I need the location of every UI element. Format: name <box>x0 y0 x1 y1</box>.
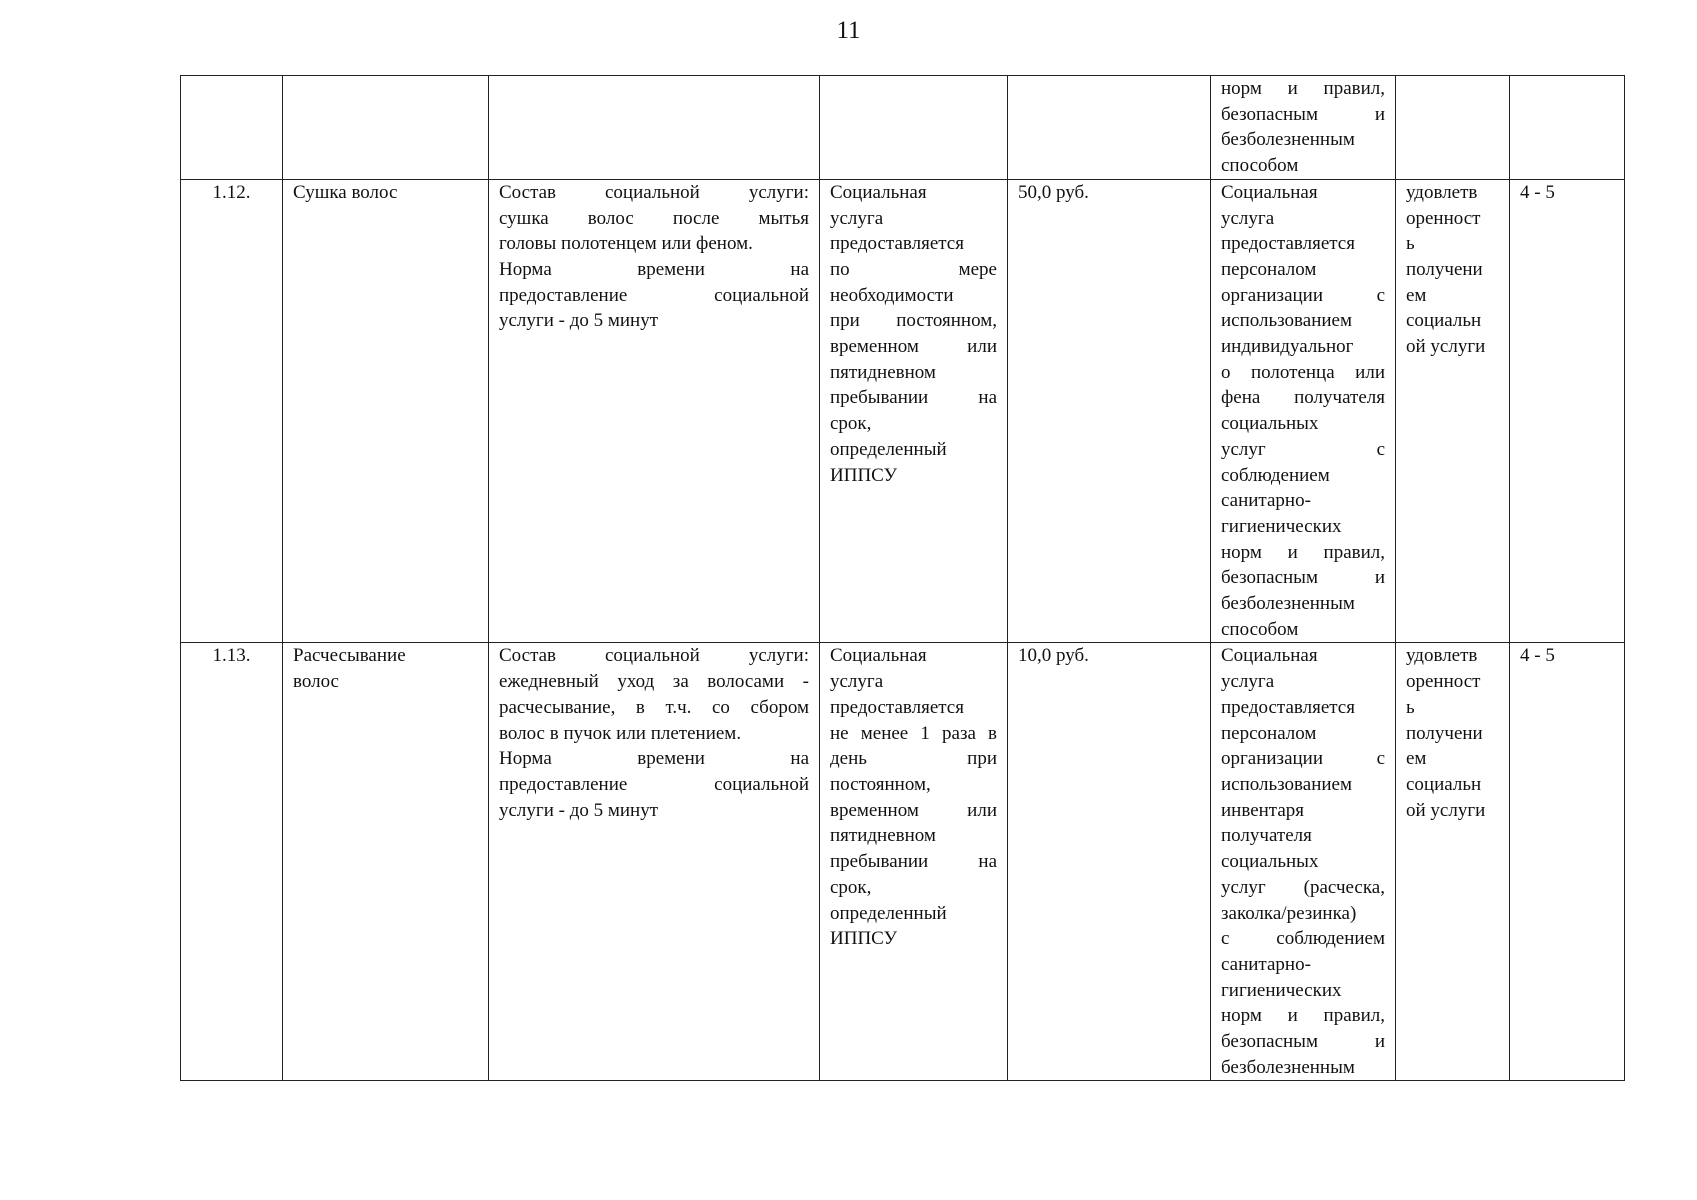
cell-text-line: по мере <box>830 258 997 280</box>
cell-text-line: удовлетв <box>1406 181 1478 203</box>
cell-text-line: заколка/резинка) <box>1221 902 1357 924</box>
cell-text-line: предоставление социальной <box>499 284 809 306</box>
cell-text-line: социальных <box>1221 413 1319 435</box>
cell-grade <box>1510 179 1625 643</box>
cell-text-line: срок, <box>830 413 872 435</box>
cell-text-line: пятидневном <box>830 825 936 847</box>
cell-text-line: гигиенических <box>1221 515 1342 537</box>
cell-text-line: Социальная <box>830 645 927 667</box>
cell-number <box>181 76 283 180</box>
cell-text-line: с соблюдением <box>1221 928 1385 950</box>
cell-text-line: 4 - 5 <box>1520 645 1555 667</box>
cell-text-line: социальн <box>1406 310 1482 332</box>
cell-grade <box>1510 76 1625 180</box>
cell-text-line: временном или <box>830 336 997 358</box>
cell-procedure <box>1211 643 1396 1081</box>
table-row <box>181 76 1625 180</box>
cell-text-line: гигиенических <box>1221 979 1342 1001</box>
cell-text-line: ь <box>1406 696 1415 718</box>
cell-text-line: социальных <box>1221 851 1319 873</box>
cell-text-line: срок, <box>830 876 872 898</box>
cell-text-line: 1.12. <box>212 181 251 203</box>
cell-text-line: сушка волос после мытья <box>499 207 809 229</box>
cell-text-line: постоянном, <box>830 773 931 795</box>
cell-text-line: услуги - до 5 минут <box>499 310 659 332</box>
cell-text-line: волос <box>293 671 339 693</box>
cell-text-line: санитарно- <box>1221 490 1311 512</box>
cell-text-line: предоставляется <box>830 696 964 718</box>
cell-text-line: оренност <box>1406 207 1481 229</box>
cell-text-line: организации с <box>1221 748 1385 770</box>
cell-text-line: безболезненным <box>1221 129 1355 151</box>
cell-text-line: норм и правил, <box>1221 78 1385 99</box>
services-table-body <box>181 76 1625 1081</box>
cell-text-line: Сушка волос <box>293 181 398 203</box>
cell-text-line: услуги - до 5 минут <box>499 799 659 821</box>
cell-text-line: пребывании на <box>830 851 997 873</box>
cell-text-line: расчесывание, в т.ч. со сбором <box>499 696 809 718</box>
cell-conditions <box>820 179 1008 643</box>
cell-text-line: персоналом <box>1221 722 1317 744</box>
table-row <box>181 643 1625 1081</box>
cell-text-line: норм и правил, <box>1221 1005 1385 1027</box>
cell-text-line: 50,0 руб. <box>1018 181 1089 203</box>
cell-text-line: инвентаря <box>1221 799 1305 821</box>
cell-text-line: ИППСУ <box>830 464 898 486</box>
table-row <box>181 179 1625 643</box>
cell-text-line: Социальная <box>830 181 927 203</box>
cell-text-line: ь <box>1406 233 1415 255</box>
cell-service-content <box>489 643 820 1081</box>
cell-result <box>1396 643 1510 1081</box>
cell-text-line: пятидневном <box>830 361 936 383</box>
cell-conditions <box>820 76 1008 180</box>
cell-conditions <box>820 643 1008 1081</box>
cell-text-line: определенный <box>830 438 947 460</box>
cell-text-line: 4 - 5 <box>1520 181 1555 203</box>
cell-text-line: безболезненным <box>1221 1056 1355 1078</box>
cell-text-line: способом <box>1221 618 1299 640</box>
cell-text-line: услуг (расческа, <box>1221 876 1385 898</box>
cell-text-line: волос в пучок или плетением. <box>499 722 742 744</box>
cell-text-line: ем <box>1406 748 1427 770</box>
cell-procedure <box>1211 179 1396 643</box>
cell-text-line: о полотенца или <box>1221 361 1385 383</box>
cell-text-line: Расчесывание <box>293 645 406 667</box>
cell-text-line: при постоянном, <box>830 310 997 332</box>
cell-price <box>1008 179 1211 643</box>
cell-service-name <box>283 179 489 643</box>
cell-text-line: использованием <box>1221 310 1353 332</box>
cell-text-line: безболезненным <box>1221 593 1355 615</box>
cell-text-line: день при <box>830 748 997 770</box>
cell-text-line: услуга <box>830 671 884 693</box>
cell-text-line: ежедневный уход за волосами - <box>499 671 809 693</box>
cell-text-line: Социальная <box>1221 645 1318 667</box>
cell-result <box>1396 76 1510 180</box>
cell-text-line: оренност <box>1406 671 1481 693</box>
cell-text-line: использованием <box>1221 773 1353 795</box>
cell-text-line: предоставляется <box>1221 233 1355 255</box>
cell-number <box>181 643 283 1081</box>
cell-text-line: Состав социальной услуги: <box>499 181 809 203</box>
cell-text-line: услуга <box>1221 207 1275 229</box>
cell-text-line: не менее 1 раза в <box>830 722 997 744</box>
cell-text-line: ой услуги <box>1406 799 1486 821</box>
cell-grade <box>1510 643 1625 1081</box>
cell-price <box>1008 76 1211 180</box>
cell-text-line: временном или <box>830 799 997 821</box>
cell-text-line: услуга <box>830 207 884 229</box>
cell-number <box>181 179 283 643</box>
services-table <box>180 75 1625 1081</box>
cell-text-line: безопасным и <box>1221 567 1385 589</box>
cell-text-line: санитарно- <box>1221 953 1311 975</box>
cell-text-line: норм и правил, <box>1221 541 1385 563</box>
cell-text-line: получени <box>1406 258 1483 280</box>
cell-text-line: удовлетв <box>1406 645 1478 667</box>
cell-text-line: 1.13. <box>212 645 251 667</box>
cell-text-line: Социальная <box>1221 181 1318 203</box>
cell-text-line: способом <box>1221 155 1299 177</box>
cell-result <box>1396 179 1510 643</box>
cell-text-line: услуг с <box>1221 438 1385 460</box>
cell-text-line: услуга <box>1221 671 1275 693</box>
cell-service-content <box>489 179 820 643</box>
cell-text-line: персоналом <box>1221 258 1317 280</box>
cell-text-line: безопасным и <box>1221 1031 1385 1053</box>
cell-text-line: пребывании на <box>830 387 997 409</box>
cell-text-line: Норма времени на <box>499 748 809 770</box>
cell-text-line: индивидуальног <box>1221 336 1354 358</box>
cell-text-line: получени <box>1406 722 1483 744</box>
cell-text-line: соблюдением <box>1221 464 1330 486</box>
cell-service-name <box>283 76 489 180</box>
page-number: 11 <box>836 17 861 44</box>
cell-text-line: Норма времени на <box>499 258 809 280</box>
cell-text-line: предоставляется <box>1221 696 1355 718</box>
cell-text-line: 10,0 руб. <box>1018 645 1089 667</box>
cell-text-line: получателя <box>1221 825 1312 847</box>
cell-text-line: определенный <box>830 902 947 924</box>
cell-text-line: предоставление социальной <box>499 773 809 795</box>
cell-text-line: организации с <box>1221 284 1385 306</box>
cell-text-line: ИППСУ <box>830 928 898 950</box>
cell-text-line: Состав социальной услуги: <box>499 645 809 667</box>
cell-price <box>1008 643 1211 1081</box>
cell-text-line: необходимости <box>830 284 954 306</box>
cell-text-line: ем <box>1406 284 1427 306</box>
cell-service-name <box>283 643 489 1081</box>
cell-procedure <box>1211 76 1396 180</box>
cell-service-content <box>489 76 820 180</box>
cell-text-line: фена получателя <box>1221 387 1385 409</box>
cell-text-line: ой услуги <box>1406 336 1486 358</box>
cell-text-line: предоставляется <box>830 233 964 255</box>
cell-text-line: головы полотенцем или феном. <box>499 233 753 255</box>
cell-text-line: безопасным и <box>1221 103 1385 125</box>
cell-text-line: социальн <box>1406 773 1482 795</box>
